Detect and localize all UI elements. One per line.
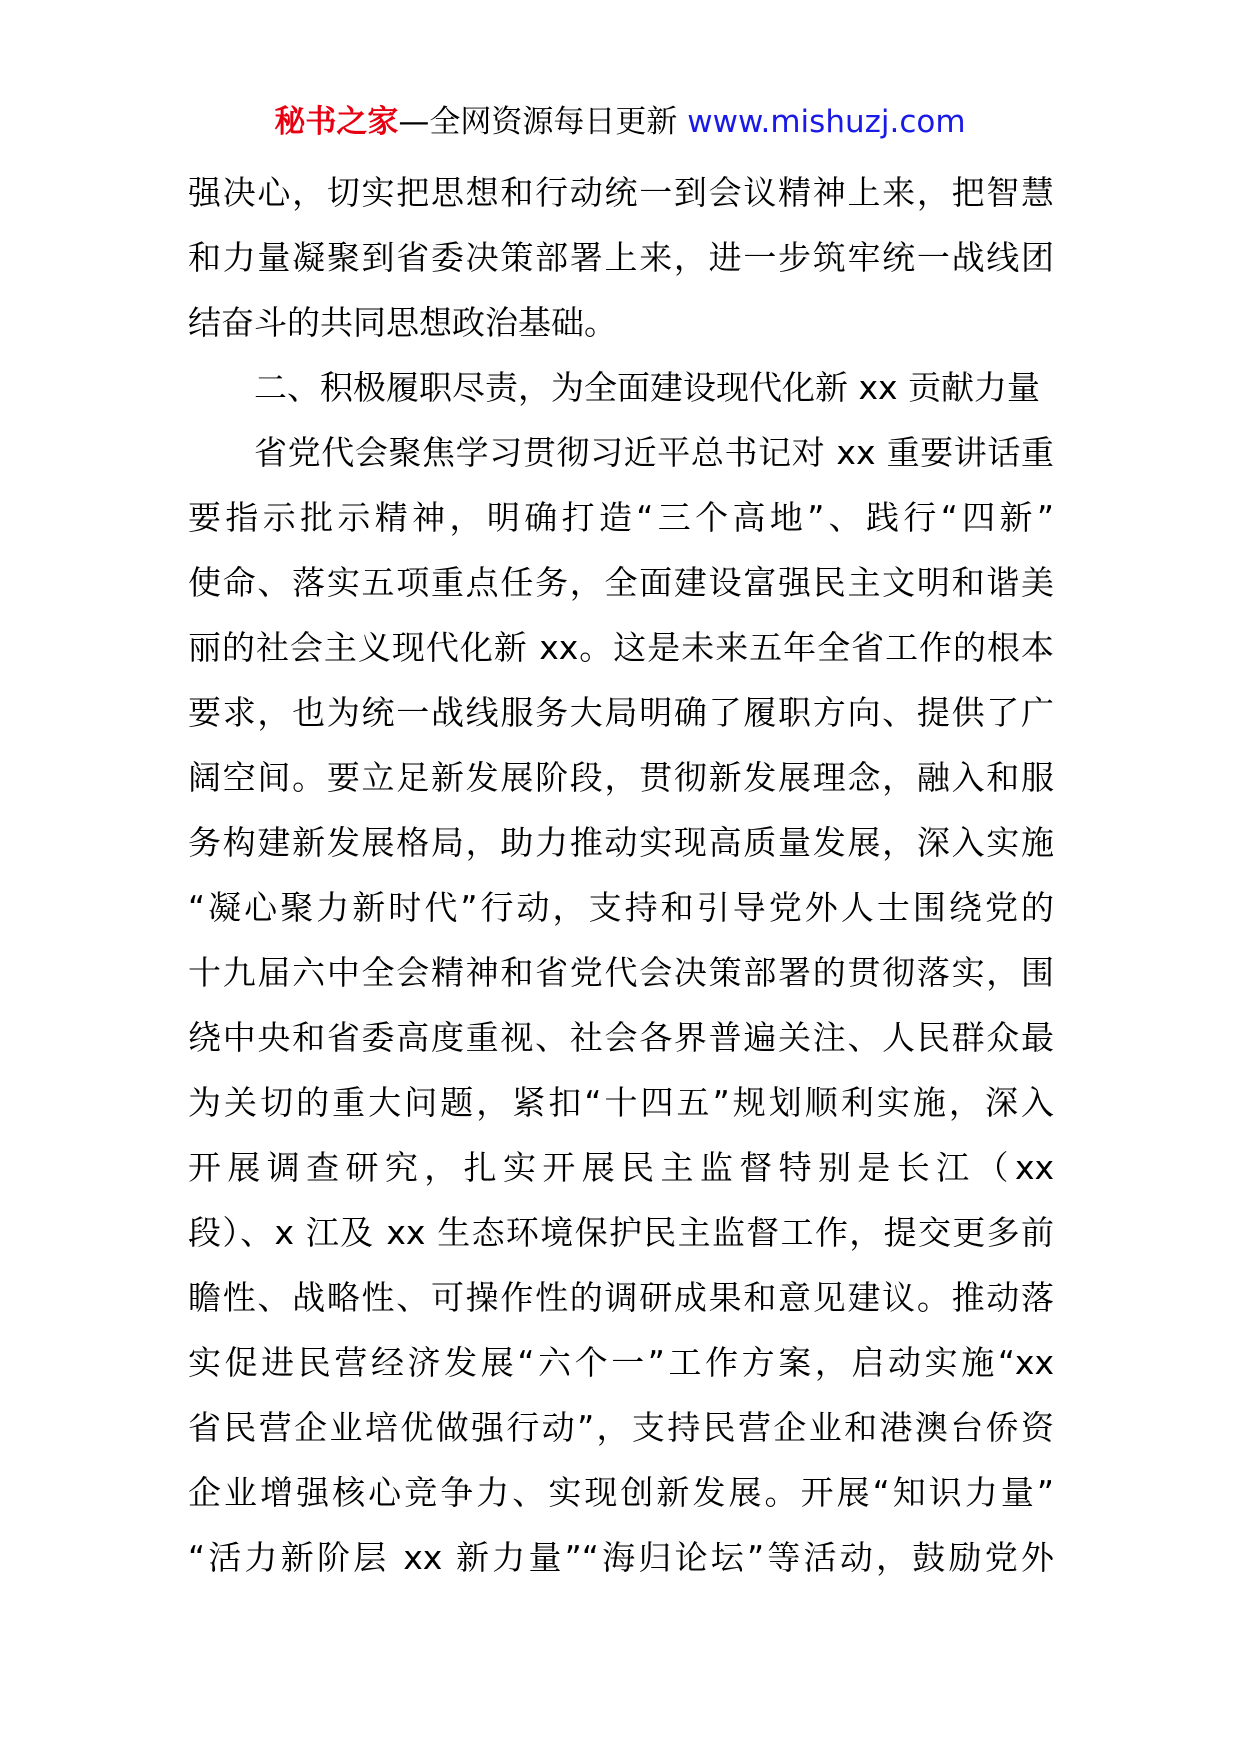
paragraph-line: 瞻性、战略性、可操作性的调研成果和意见建议。推动落 [188,1278,1054,1317]
paragraph-line: 丽的社会主义现代化新 xx。这是未来五年全省工作的根本 [188,628,1054,667]
paragraph-line: 省民营企业培优做强行动”，支持民营企业和港澳台侨资 [188,1408,1054,1447]
paragraph-line: 务构建新发展格局，助力推动实现高质量发展，深入实施 [188,823,1054,862]
paragraph-line: 阔空间。要立足新发展阶段，贯彻新发展理念，融入和服 [188,758,1054,797]
website-link[interactable]: www.mishuzj.com [687,104,966,140]
paragraph-line: 省党代会聚焦学习贯彻习近平总书记对 xx 重要讲话重 [254,433,1054,472]
brand-name: 秘书之家 [274,104,399,140]
paragraph-line: 开展调查研究，扎实开展民主监督特别是长江（xx [188,1148,1054,1187]
paragraph-line: 要求，也为统一战线服务大局明确了履职方向、提供了广 [188,693,1054,732]
document-header [0,100,1240,144]
paragraph-line: 实促进民营经济发展“六个一”工作方案，启动实施“xx [188,1343,1054,1382]
paragraph-line: 强决心，切实把思想和行动统一到会议精神上来，把智慧 [188,173,1054,212]
paragraph-line: “凝心聚力新时代”行动，支持和引导党外人士围绕党的 [188,888,1054,927]
paragraph-line: 段）、x 江及 xx 生态环境保护民主监督工作，提交更多前 [188,1213,1054,1252]
paragraph-line: 要指示批示精神，明确打造“三个高地”、践行“四新” [188,498,1054,537]
document-body [188,160,1054,1590]
paragraph-line: 为关切的重大问题，紧扣“十四五”规划顺利实施，深入 [188,1083,1054,1122]
paragraph-line: 企业增强核心竞争力、实现创新发展。开展“知识力量” [188,1473,1054,1512]
paragraph-line: 十九届六中全会精神和省党代会决策部署的贯彻落实，围 [188,953,1054,992]
paragraph-line: 绕中央和省委高度重视、社会各界普遍关注、人民群众最 [188,1018,1054,1057]
paragraph-line: 和力量凝聚到省委决策部署上来，进一步筑牢统一战线团 [188,238,1054,277]
header-tagline: —全网资源每日更新 [398,104,688,140]
section-heading: 二、积极履职尽责，为全面建设现代化新 xx 贡献力量 [254,368,1041,407]
paragraph-line: 结奋斗的共同思想政治基础。 [188,303,617,342]
paragraph-line: “活力新阶层 xx 新力量”“海归论坛”等活动，鼓励党外 [188,1538,1054,1577]
paragraph-line: 使命、落实五项重点任务，全面建设富强民主文明和谐美 [188,563,1054,602]
